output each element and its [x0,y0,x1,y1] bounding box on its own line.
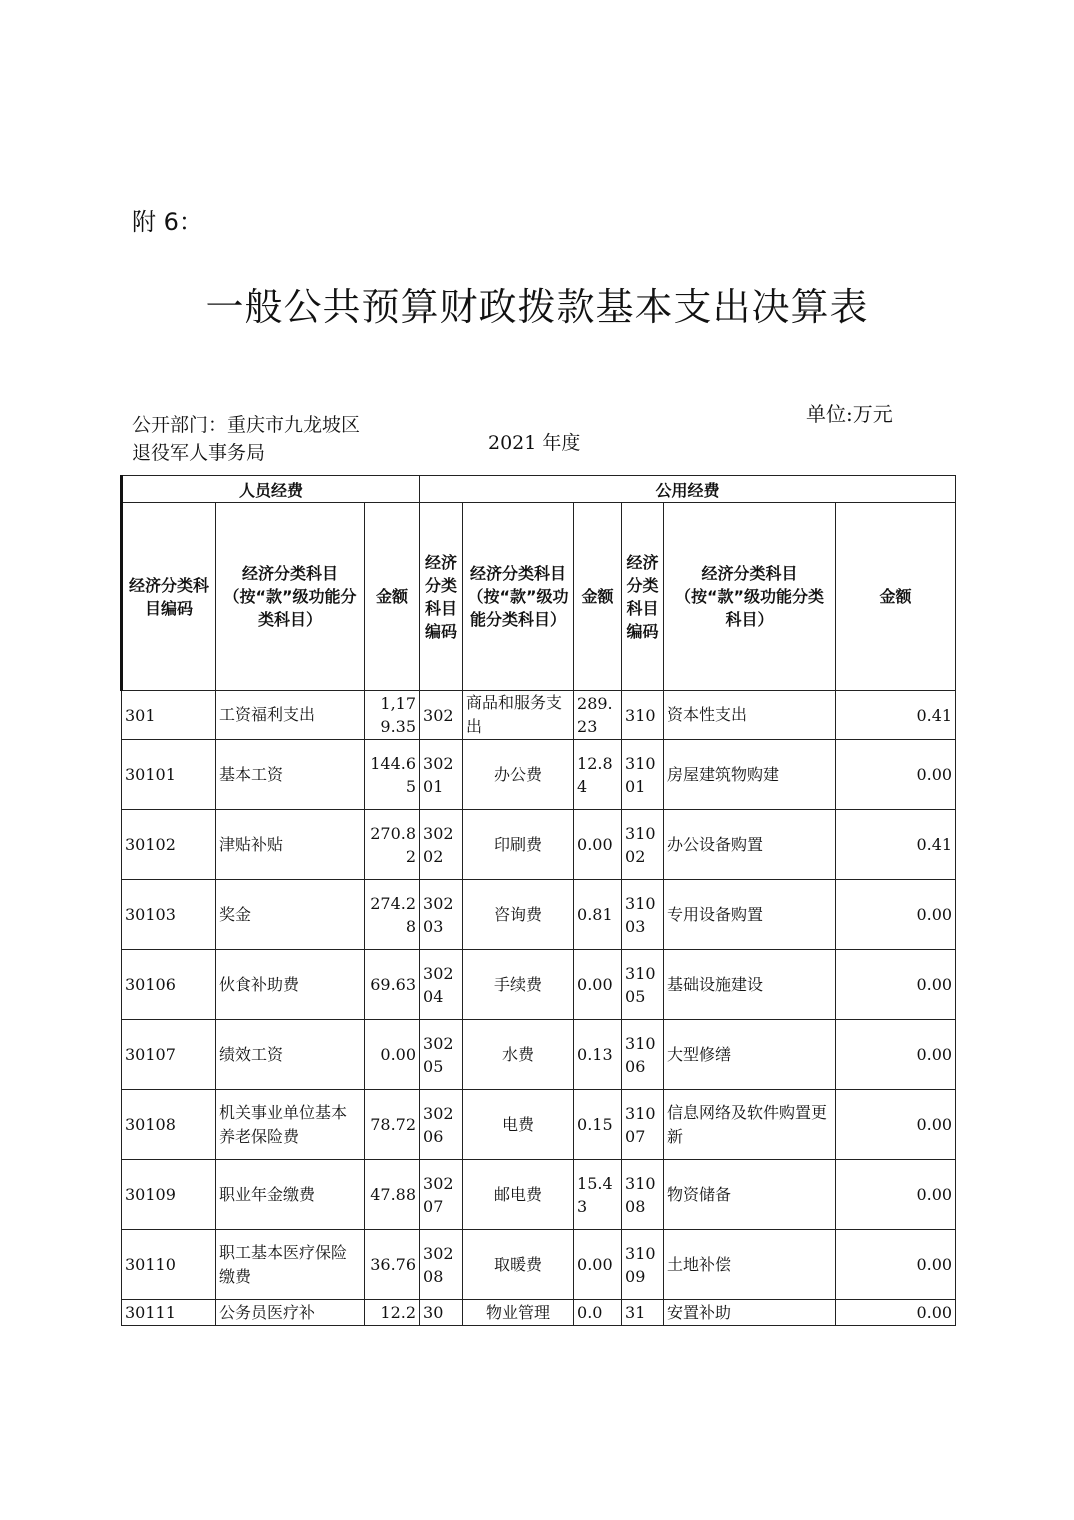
name-cell-3: 大型修缮 [664,1020,836,1090]
group-public: 公用经费 [420,476,956,503]
name-cell: 公务员医疗补 [216,1300,365,1326]
name-cell-3: 信息网络及软件购置更新 [664,1090,836,1160]
table-row [122,1230,956,1300]
page-title: 一般公共预算财政拨款基本支出决算表 [205,285,869,329]
table-row [122,880,956,950]
expenditure-table [120,475,956,1326]
code-cell-2: 30206 [420,1090,463,1160]
name-cell-2: 电费 [463,1090,574,1160]
table-row [122,740,956,810]
name-cell: 职工基本医疗保险缴费 [216,1230,365,1300]
amount-cell-2: 0.15 [574,1090,622,1160]
code-cell: 30109 [122,1160,216,1230]
amount-cell-3: 0.00 [836,950,956,1020]
header-name-3: 经济分类科目（按“款”级功能分类科目） [664,503,836,691]
table-row [122,950,956,1020]
table-row [122,1160,956,1230]
amount-cell-2: 0.13 [574,1020,622,1090]
name-cell-3: 安置补助 [664,1300,836,1326]
amount-cell-3: 0.00 [836,1230,956,1300]
name-cell-2: 印刷费 [463,810,574,880]
amount-cell-2: 15.43 [574,1160,622,1230]
code-cell: 30106 [122,950,216,1020]
code-cell-2: 30205 [420,1020,463,1090]
table-row [122,1090,956,1160]
code-cell-2: 30207 [420,1160,463,1230]
code-cell-2: 302 [420,691,463,740]
amount-cell: 12.2 [365,1300,420,1326]
name-cell-3: 土地补偿 [664,1230,836,1300]
amount-cell: 36.76 [365,1230,420,1300]
name-cell: 津贴补贴 [216,810,365,880]
code-cell-3: 31005 [622,950,664,1020]
amount-cell-2: 0.0 [574,1300,622,1326]
code-cell-3: 31006 [622,1020,664,1090]
code-cell-3: 31 [622,1300,664,1326]
amount-cell-2: 0.00 [574,950,622,1020]
name-cell-2: 商品和服务支出 [463,691,574,740]
name-cell-3: 办公设备购置 [664,810,836,880]
amount-cell-3: 0.41 [836,810,956,880]
name-cell-3: 基础设施建设 [664,950,836,1020]
name-cell: 职业年金缴费 [216,1160,365,1230]
name-cell-3: 房屋建筑物购建 [664,740,836,810]
code-cell-2: 30203 [420,880,463,950]
code-cell: 30102 [122,810,216,880]
amount-cell-3: 0.00 [836,1090,956,1160]
code-cell-3: 31002 [622,810,664,880]
amount-cell-2: 0.00 [574,1230,622,1300]
amount-cell: 1,179.35 [365,691,420,740]
amount-cell: 0.00 [365,1020,420,1090]
code-cell: 30107 [122,1020,216,1090]
header-code-3: 经济分类科目编码 [622,503,664,691]
header-code-2: 经济分类科目编码 [420,503,463,691]
header-amount-3: 金额 [836,503,956,691]
code-cell: 30101 [122,740,216,810]
annex-label: 附 6： [132,208,203,236]
unit-label: 单位:万元 [806,402,893,426]
name-cell: 奖金 [216,880,365,950]
code-cell: 30111 [122,1300,216,1326]
year-label: 2021 年度 [488,432,581,454]
amount-cell-2: 12.84 [574,740,622,810]
code-cell: 301 [122,691,216,740]
name-cell-3: 专用设备购置 [664,880,836,950]
table-row [122,810,956,880]
name-cell-2: 办公费 [463,740,574,810]
code-cell: 30103 [122,880,216,950]
code-cell-2: 30 [420,1300,463,1326]
amount-cell-2: 289.23 [574,691,622,740]
table-row [122,1300,956,1326]
table-row [122,1020,956,1090]
code-cell-3: 31001 [622,740,664,810]
header-name: 经济分类科目（按“款”级功能分类科目） [216,503,365,691]
amount-cell-3: 0.00 [836,1300,956,1326]
name-cell-2: 手续费 [463,950,574,1020]
code-cell-3: 31003 [622,880,664,950]
code-cell-2: 30201 [420,740,463,810]
name-cell: 机关事业单位基本养老保险费 [216,1090,365,1160]
amount-cell: 144.65 [365,740,420,810]
header-amount-2: 金额 [574,503,622,691]
amount-cell-3: 0.00 [836,880,956,950]
name-cell-3: 资本性支出 [664,691,836,740]
code-cell-3: 31008 [622,1160,664,1230]
amount-cell: 69.63 [365,950,420,1020]
name-cell-2: 水费 [463,1020,574,1090]
amount-cell: 270.82 [365,810,420,880]
name-cell-2: 物业管理 [463,1300,574,1326]
department-label: 公开部门：重庆市九龙坡区退役军人事务局 [132,414,361,464]
group-personnel: 人员经费 [122,476,420,503]
amount-cell-3: 0.00 [836,1160,956,1230]
name-cell: 基本工资 [216,740,365,810]
amount-cell-2: 0.00 [574,810,622,880]
name-cell-3: 物资储备 [664,1160,836,1230]
code-cell-3: 31007 [622,1090,664,1160]
name-cell-2: 咨询费 [463,880,574,950]
amount-cell: 274.28 [365,880,420,950]
code-cell-2: 30208 [420,1230,463,1300]
code-cell-2: 30204 [420,950,463,1020]
code-cell: 30108 [122,1090,216,1160]
name-cell: 伙食补助费 [216,950,365,1020]
amount-cell: 78.72 [365,1090,420,1160]
name-cell: 工资福利支出 [216,691,365,740]
code-cell-2: 30202 [420,810,463,880]
amount-cell-3: 0.00 [836,1020,956,1090]
code-cell: 30110 [122,1230,216,1300]
code-cell-3: 310 [622,691,664,740]
name-cell: 绩效工资 [216,1020,365,1090]
name-cell-2: 邮电费 [463,1160,574,1230]
amount-cell-2: 0.81 [574,880,622,950]
table-body [122,691,956,1326]
header-amount: 金额 [365,503,420,691]
amount-cell-3: 0.41 [836,691,956,740]
name-cell-2: 取暖费 [463,1230,574,1300]
header-code: 经济分类科目编码 [122,503,216,691]
header-name-2: 经济分类科目（按“款”级功能分类科目） [463,503,574,691]
amount-cell: 47.88 [365,1160,420,1230]
table-row [122,691,956,740]
amount-cell-3: 0.00 [836,740,956,810]
code-cell-3: 31009 [622,1230,664,1300]
